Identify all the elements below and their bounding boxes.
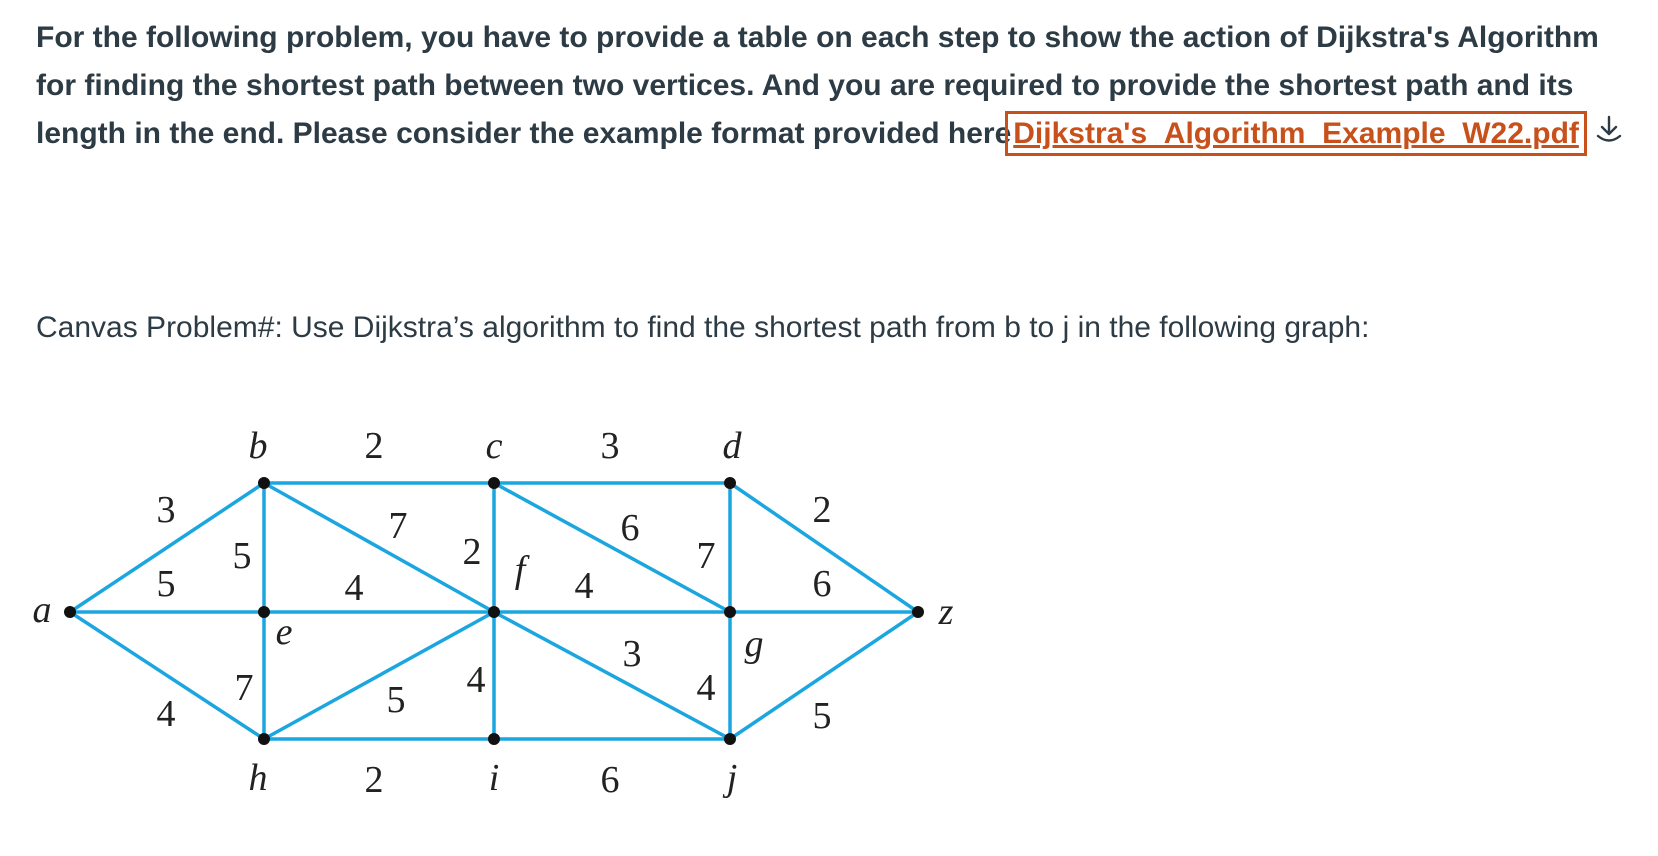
edge-c-g [494, 483, 730, 612]
weight-a-b: 3 [156, 489, 176, 531]
vertex-j [724, 733, 736, 745]
vertex-label-f: f [514, 549, 526, 591]
vertex-label-z: z [938, 591, 954, 633]
instructions-line-3-text: length in the end. Please consider the example format provided here [36, 117, 1012, 150]
vertex-g [724, 606, 736, 618]
vertex-i [488, 733, 500, 745]
vertex-label-a: a [32, 589, 52, 631]
vertex-c [488, 477, 500, 489]
weight-c-d: 3 [600, 425, 620, 467]
weight-f-i: 4 [466, 659, 486, 701]
weight-d-z: 2 [812, 489, 832, 531]
edge-f-j [494, 612, 730, 739]
vertex-e [258, 606, 270, 618]
vertex-label-c: c [485, 425, 503, 467]
vertex-label-e: e [275, 611, 293, 653]
edge-b-f [264, 483, 494, 612]
instructions-line-2: for finding the shortest path between two vertices. And you are required to provide the shortest path and its [36, 69, 1574, 102]
weight-c-g: 6 [620, 507, 640, 549]
weight-i-j: 6 [600, 759, 620, 801]
weight-b-c: 2 [364, 425, 384, 467]
vertex-label-g: g [744, 623, 764, 665]
vertex-label-j: j [726, 757, 738, 799]
weight-g-j: 4 [696, 667, 716, 709]
weight-b-f: 7 [388, 505, 408, 547]
weight-g-z: 6 [812, 563, 832, 605]
weight-a-e: 5 [156, 563, 176, 605]
vertex-label-h: h [248, 757, 268, 799]
vertex-f [488, 606, 500, 618]
vertex-h [258, 733, 270, 745]
weight-f-j: 3 [622, 633, 642, 675]
vertex-b [258, 477, 270, 489]
weight-c-f: 2 [462, 531, 482, 573]
example-pdf-link[interactable]: Dijkstra's_Algorithm_Example_W22.pdf [1013, 117, 1579, 150]
vertex-z [912, 606, 924, 618]
weight-h-i: 2 [364, 759, 384, 801]
weight-f-g: 4 [574, 565, 594, 607]
vertex-d [724, 477, 736, 489]
vertex-label-i: i [488, 757, 500, 799]
vertex-a [64, 606, 76, 618]
weight-b-e: 5 [232, 535, 252, 577]
vertex-label-d: d [722, 425, 742, 467]
weight-e-h: 7 [234, 667, 254, 709]
problem-statement: Canvas Problem#: Use Dijkstra’s algorithm to find the shortest path from b to j in the following graph: [36, 311, 1370, 344]
weight-j-z: 5 [812, 695, 832, 737]
vertex-label-b: b [248, 425, 268, 467]
edge-h-f [264, 612, 494, 739]
weight-a-h: 4 [156, 693, 176, 735]
weight-h-f: 5 [386, 679, 406, 721]
weight-e-f: 4 [344, 567, 364, 609]
weight-d-g: 7 [696, 535, 716, 577]
instructions-line-1: For the following problem, you have to provide a table on each step to show the action of Dijkstra's Algorithm [36, 21, 1599, 54]
